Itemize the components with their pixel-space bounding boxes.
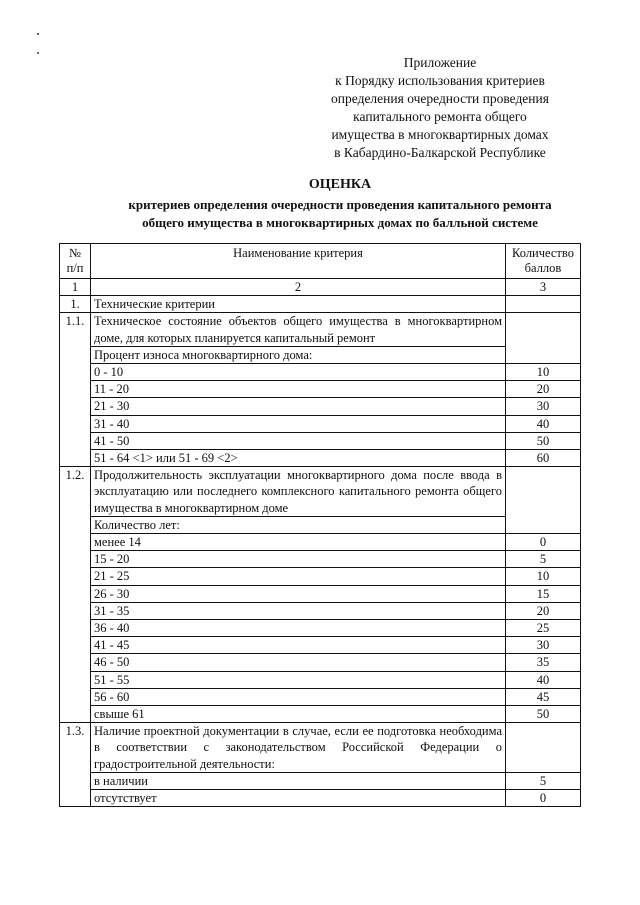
criteria-table: [59, 243, 581, 807]
table-row: [60, 585, 581, 602]
criterion-row: [60, 467, 581, 517]
criterion-row: [60, 313, 581, 346]
table-row: [60, 568, 581, 585]
range-value: 26 - 30: [91, 585, 506, 602]
header-points: Количество баллов: [506, 244, 581, 279]
table-row: [60, 671, 581, 688]
criterion-points-empty: [506, 313, 581, 364]
criterion-description: Наличие проектной документации в случае, если ее подготовка необходима в соответствии с законодательством Российской Федерации о градостроительной деятельности:: [91, 723, 506, 773]
table-row: [60, 772, 581, 789]
range-value: менее 14: [91, 534, 506, 551]
range-value: 41 - 45: [91, 637, 506, 654]
header-num: № п/п: [60, 244, 91, 279]
criterion-sublabel-row: [60, 346, 581, 363]
table-row: [60, 620, 581, 637]
range-value: 51 - 55: [91, 671, 506, 688]
criterion-sublabel-row: [60, 516, 581, 533]
points-value: 30: [506, 637, 581, 654]
appendix-line: к Порядку использования критериев: [335, 73, 545, 88]
appendix-line: Приложение: [403, 55, 477, 70]
range-value: 56 - 60: [91, 688, 506, 705]
table-row: [60, 790, 581, 807]
scan-speck: [37, 52, 39, 54]
range-value: 21 - 30: [91, 398, 506, 415]
criterion-description: Продолжительность эксплуатации многоквартирного дома после ввода в эксплуатацию или последнего комплексного капитального ремонта общего имущества в многоквартирном доме: [91, 467, 506, 517]
points-value: 0: [506, 534, 581, 551]
table-row: [60, 534, 581, 551]
appendix-line: капитального ремонта общего: [353, 109, 527, 124]
points-value: 40: [506, 415, 581, 432]
criterion-num: 1.1.: [60, 313, 91, 467]
document-title: ОЦЕНКА: [308, 177, 372, 192]
table-row: [60, 398, 581, 415]
criterion-num: 1.3.: [60, 723, 91, 807]
column-index: 2: [91, 279, 506, 296]
table-row: [60, 688, 581, 705]
range-value: 51 - 64 <1> или 51 - 69 <2>: [91, 450, 506, 467]
points-value: 15: [506, 585, 581, 602]
table-row: [60, 602, 581, 619]
table-row: [60, 415, 581, 432]
section-num: 1.: [60, 296, 91, 313]
subtitle-line: общего имущества в многоквартирных домах по балльной системе: [142, 215, 538, 230]
appendix-line: в Кабардино-Балкарской Республике: [334, 145, 546, 160]
criterion-num: 1.2.: [60, 467, 91, 723]
table-row: [60, 450, 581, 467]
appendix-header: [300, 54, 580, 162]
points-value: 10: [506, 364, 581, 381]
table-row: [60, 706, 581, 723]
criterion-description: Техническое состояние объектов общего имущества в многоквартирном доме, для которых планируется капитальный ремонт: [91, 313, 506, 346]
criterion-row: [60, 723, 581, 773]
range-value: 31 - 40: [91, 415, 506, 432]
column-index: 1: [60, 279, 91, 296]
appendix-line: имущества в многоквартирных домах: [331, 127, 549, 142]
table-row: [60, 381, 581, 398]
points-value: 40: [506, 671, 581, 688]
header-name: Наименование критерия: [91, 244, 506, 279]
range-value: в наличии: [91, 772, 506, 789]
points-value: 45: [506, 688, 581, 705]
section-row: [60, 296, 581, 313]
points-value: 25: [506, 620, 581, 637]
points-value: 10: [506, 568, 581, 585]
section-points-empty: [506, 296, 581, 313]
range-value: 36 - 40: [91, 620, 506, 637]
points-value: 35: [506, 654, 581, 671]
table-row: [60, 432, 581, 449]
range-value: отсутствует: [91, 790, 506, 807]
points-value: 0: [506, 790, 581, 807]
range-value: 0 - 10: [91, 364, 506, 381]
points-value: 60: [506, 450, 581, 467]
column-index: 3: [506, 279, 581, 296]
range-value: свыше 61: [91, 706, 506, 723]
section-label: Технические критерии: [91, 296, 506, 313]
document-subtitle: [60, 196, 620, 232]
range-value: 46 - 50: [91, 654, 506, 671]
range-value: 11 - 20: [91, 381, 506, 398]
range-value: 31 - 35: [91, 602, 506, 619]
points-value: 50: [506, 706, 581, 723]
points-value: 50: [506, 432, 581, 449]
table-row: [60, 364, 581, 381]
subtitle-line: критериев определения очередности проведения капитального ремонта: [128, 197, 552, 212]
table-row: [60, 551, 581, 568]
criterion-sublabel: Процент износа многоквартирного дома:: [91, 346, 506, 363]
criterion-points-empty: [506, 723, 581, 773]
range-value: 21 - 25: [91, 568, 506, 585]
points-value: 20: [506, 381, 581, 398]
table-row: [60, 654, 581, 671]
range-value: 15 - 20: [91, 551, 506, 568]
scan-speck: [37, 33, 39, 35]
criterion-points-empty: [506, 467, 581, 534]
points-value: 5: [506, 772, 581, 789]
table-header-row: [60, 244, 581, 279]
column-index-row: [60, 279, 581, 296]
range-value: 41 - 50: [91, 432, 506, 449]
criterion-sublabel: Количество лет:: [91, 516, 506, 533]
points-value: 30: [506, 398, 581, 415]
points-value: 20: [506, 602, 581, 619]
appendix-line: определения очередности проведения: [331, 91, 549, 106]
table-row: [60, 637, 581, 654]
points-value: 5: [506, 551, 581, 568]
